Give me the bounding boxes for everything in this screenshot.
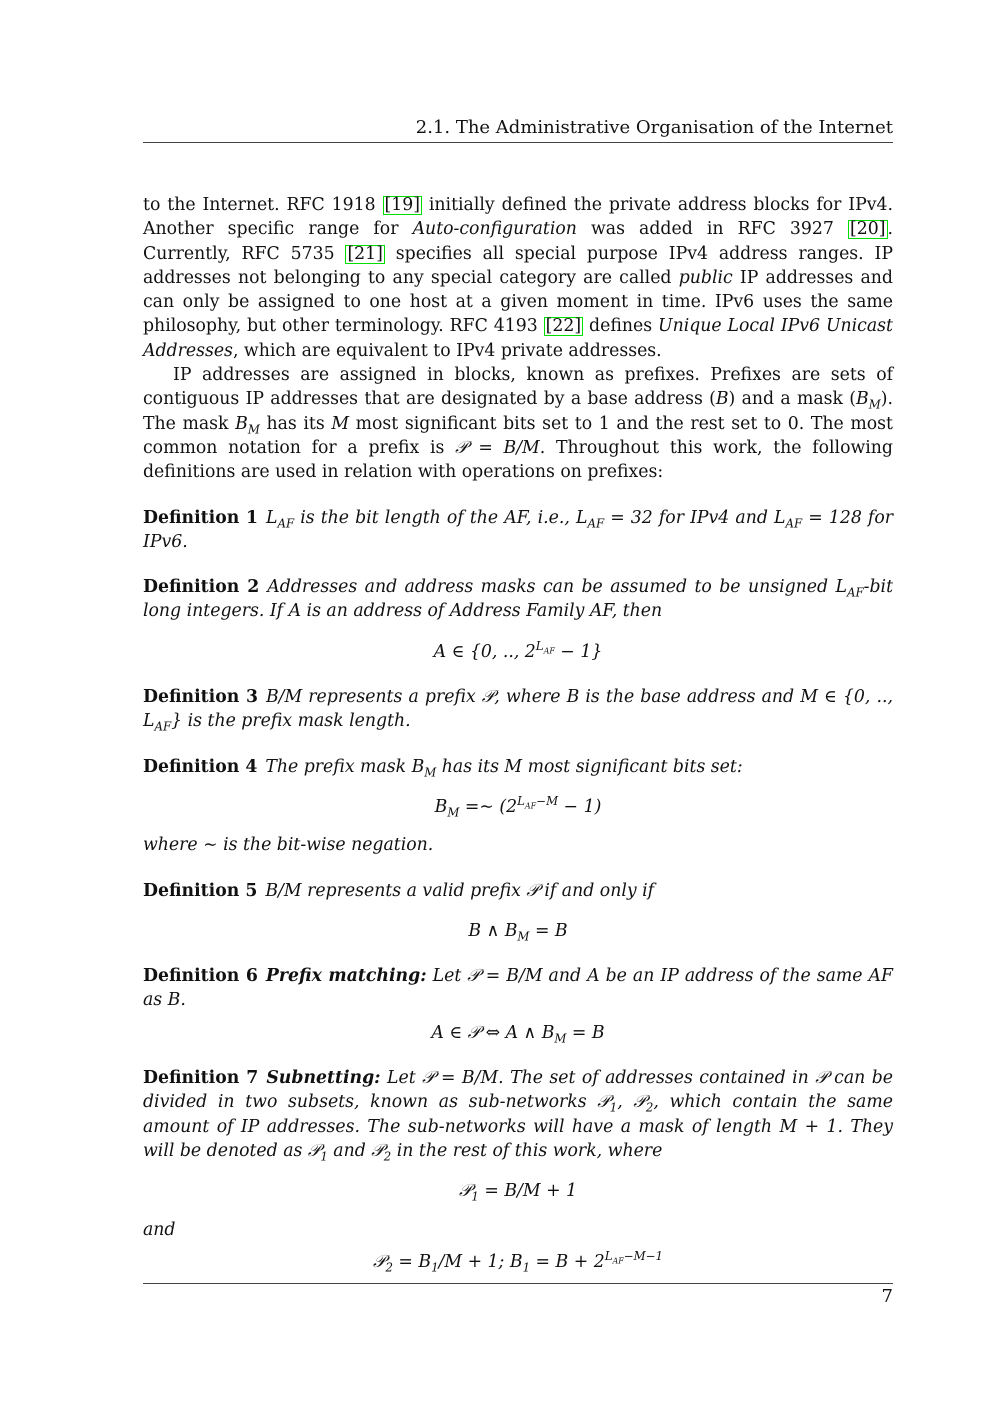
page: [143, 0, 893, 1414]
equation-valid-prefix: B ∧ $B_M = B$: [468, 920, 568, 944]
equation-subnet-1: 𝒫$_1$ = B/M + 1: [458, 1181, 578, 1204]
intro-paragraph: to the Internet. RFC 1918 [19] initially defined the private address blocks for IPv4. Another specific range for Auto-configuration was added in RFC 3927 [20] . Currently, RFC 5735 [21] specifies all special purpose IPv4 address ranges. IP addresses not belonging to any special category are called public IP addresses and can only be assigned to one host at a given moment in time. IPv6 uses the same philosophy, but other terminology. RFC 4193 [22] defines Unique Local IPv6 Unicast Addresses, which are equivalent to IPv4 private addresses.: [143, 195, 893, 361]
definition-6: Definition 6 Prefix matching: Let 𝒫 = B/M and A be an IP address of the same AF as B.: [143, 966, 894, 1011]
definition-2: Definition 2 Addresses and address masks can be assumed to be unsigned $L_{AF}$-bit long integers. If A is an address of Address Family AF, then: [143, 577, 894, 622]
definition-5: Definition 5 B/M represents a valid prefix 𝒫 if and only if: [143, 880, 655, 901]
definition-4: Definition 4 The prefix mask $B_M$ has its M most significant bits set:: [143, 756, 743, 780]
citation-20[interactable]: [20]: [850, 219, 886, 240]
citation-21[interactable]: [21]: [347, 243, 383, 264]
equation-address-range: A ∈ {0, .., $2^{L_{AF}} - 1$}: [433, 638, 603, 662]
and-text: and: [143, 1219, 176, 1240]
equation-subnet-2: 𝒫$_2$ = $B_1/M + 1$; $B_1 = B + 2^{L_{AF}-M-1}$: [372, 1249, 664, 1275]
definition-7: Definition 7 Subnetting: Let 𝒫 = B/M. The set of addresses contained in 𝒫 can be divided in two subsets, known as sub-networks 𝒫$_1$, 𝒫$_2$, which contain the same amount of IP addresses. The sub-networks will have a mask of length M + 1. They will be denoted as 𝒫$_1$ and 𝒫$_2$ in the rest of this work, where: [143, 1068, 893, 1164]
definition-1: Definition 1 $L_{AF}$ is the bit length of the AF, i.e., $L_{AF} = 32$ for IPv4 and $L_{AF} = 128$ for IPv6.: [143, 507, 893, 552]
equation-prefix-matching: A ∈ 𝒫 ⇔ A ∧ $B_M = B$: [431, 1022, 605, 1046]
running-head: 2.1. The Administrative Organisation of the Internet: [415, 117, 893, 138]
citation-19[interactable]: [19]: [384, 195, 420, 215]
prefix-paragraph: IP addresses are assigned in blocks, known as prefixes. Prefixes are sets of contiguous IP addresses that are designated by a base address (B) and a mask $(B_M)$. The mask $B_M$ has its M most significant bits set to 1 and the rest set to 0. The most common notation for a prefix is 𝒫 = B/M. Throughout this work, the following definitions are used in relation with operations on prefixes:: [143, 365, 893, 483]
body-text: [143, 193, 893, 1286]
footer-rule: [143, 1283, 893, 1284]
definition-4-note: where ∼ is the bit-wise negation.: [143, 835, 434, 856]
equation-prefix-mask: $B_M$ =∼ $(2^{L_{AF}-M} - 1)$: [434, 794, 602, 820]
definition-3: Definition 3 B/M represents a prefix 𝒫, where B is the base address and M ∈ {0, .., $L_{AF}$} is the prefix mask length.: [143, 687, 893, 734]
citation-22[interactable]: [22]: [545, 316, 582, 337]
page-number: 7: [881, 1286, 893, 1307]
header-rule: [143, 142, 893, 143]
